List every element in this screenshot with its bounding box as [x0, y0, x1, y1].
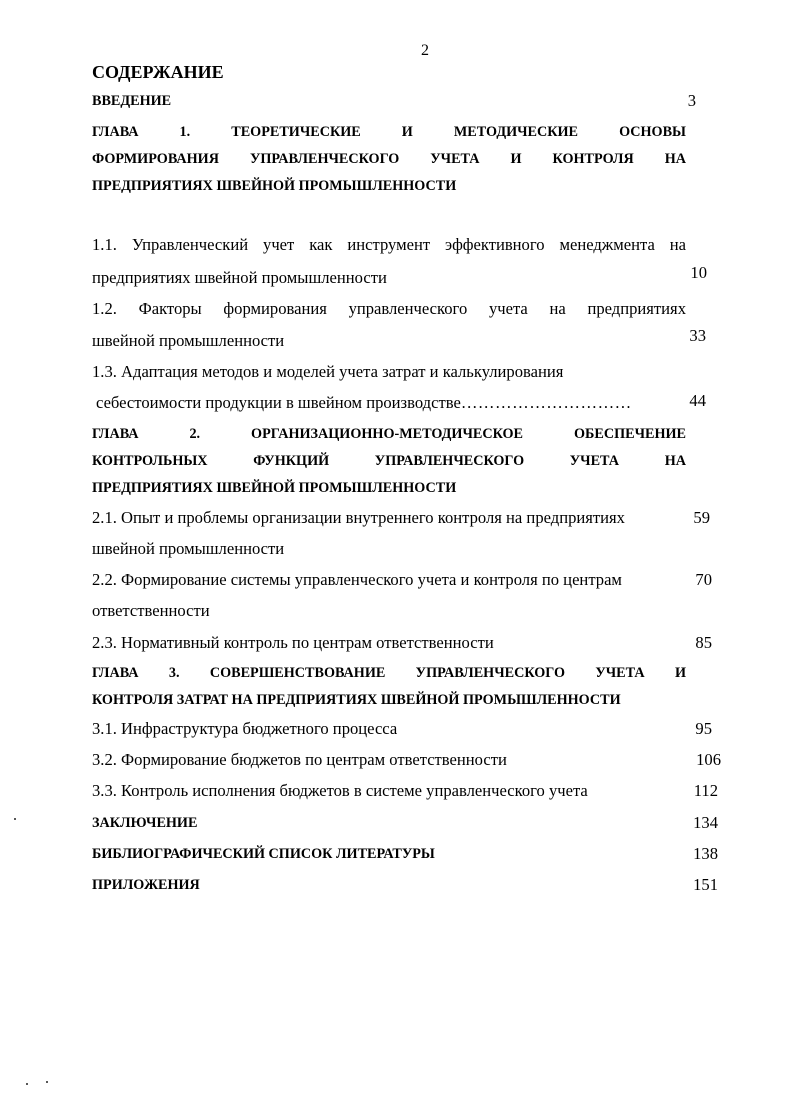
chapter-heading-line: ФОРМИРОВАНИЯ УПРАВЛЕНЧЕСКОГО УЧЕТА И КОНТРОЛЯ НА — [92, 151, 686, 167]
section-title-line: 1.3. Адаптация методов и моделей учета затрат и калькулирования — [92, 362, 564, 381]
section-page-number: 85 — [695, 633, 712, 652]
chapter-heading-line: ГЛАВА 2. ОРГАНИЗАЦИОННО-МЕТОДИЧЕСКОЕ ОБЕСПЕЧЕНИЕ — [92, 426, 686, 442]
toc-bibliography-page: 138 — [693, 844, 718, 863]
scan-speck — [46, 1081, 48, 1083]
toc-bibliography-label: БИБЛИОГРАФИЧЕСКИЙ СПИСОК ЛИТЕРАТУРЫ — [92, 846, 435, 862]
toc-intro-page: 3 — [687, 91, 696, 110]
scan-speck — [14, 818, 16, 820]
toc-conclusion-label: ЗАКЛЮЧЕНИЕ — [92, 815, 198, 831]
section-page-number: 95 — [695, 719, 712, 738]
section-title-line: 2.1. Опыт и проблемы организации внутреннего контроля на предприятиях — [92, 508, 625, 527]
section-page-number: 70 — [695, 570, 712, 589]
chapter-heading-line: КОНТРОЛЬНЫХ ФУНКЦИЙ УПРАВЛЕНЧЕСКОГО УЧЕТА НА — [92, 453, 686, 469]
section-page-number: 59 — [693, 508, 710, 527]
toc-appendices-label: ПРИЛОЖЕНИЯ — [92, 877, 200, 893]
scan-speck — [26, 1083, 28, 1085]
section-page-number: 10 — [690, 263, 707, 282]
section-page-number: 44 — [689, 391, 706, 410]
section-title-line: швейной промышленности — [92, 331, 285, 350]
chapter-heading-line: ПРЕДПРИЯТИЯХ ШВЕЙНОЙ ПРОМЫШЛЕННОСТИ — [92, 480, 457, 496]
section-title-line — [96, 388, 656, 418]
section-page-number: 106 — [696, 750, 721, 769]
chapter-heading-line: ГЛАВА 3. СОВЕРШЕНСТВОВАНИЕ УПРАВЛЕНЧЕСКОГО УЧЕТА И — [92, 665, 686, 681]
page-number: 2 — [421, 42, 429, 59]
section-title-line: 2.3. Нормативный контроль по центрам ответственности — [92, 633, 494, 652]
section-title-text: себестоимости продукции в швейном производстве — [96, 393, 461, 412]
toc-intro-label: ВВЕДЕНИЕ — [92, 93, 172, 109]
section-page-number: 112 — [693, 781, 718, 800]
section-title-line: швейной промышленности — [92, 539, 285, 558]
toc-conclusion-page: 134 — [693, 813, 718, 832]
chapter-heading-line: ПРЕДПРИЯТИЯХ ШВЕЙНОЙ ПРОМЫШЛЕННОСТИ — [92, 178, 457, 194]
leader-dots: ………………………… — [460, 393, 632, 412]
chapter-heading-line: ГЛАВА 1. ТЕОРЕТИЧЕСКИЕ И МЕТОДИЧЕСКИЕ ОСНОВЫ — [92, 124, 686, 140]
section-title-line: ответственности — [92, 601, 210, 620]
section-title-line: 1.2. Факторы формирования управленческого учета на предприятиях — [92, 299, 686, 318]
section-title-line: 1.1. Управленческий учет как инструмент эффективного менеджмента на — [92, 235, 686, 254]
chapter-heading-line: КОНТРОЛЯ ЗАТРАТ НА ПРЕДПРИЯТИЯХ ШВЕЙНОЙ ПРОМЫШЛЕННОСТИ — [92, 692, 621, 708]
section-page-number: 33 — [689, 326, 706, 345]
section-title-line: 2.2. Формирование системы управленческого учета и контроля по центрам — [92, 570, 622, 589]
section-title-line: 3.3. Контроль исполнения бюджетов в системе управленческого учета — [92, 781, 588, 800]
section-title-line: 3.1. Инфраструктура бюджетного процесса — [92, 719, 398, 738]
section-title-line: 3.2. Формирование бюджетов по центрам ответственности — [92, 750, 507, 769]
page-title: СОДЕРЖАНИЕ — [92, 62, 224, 82]
section-title-line: предприятиях швейной промышленности — [92, 268, 387, 287]
toc-appendices-page: 151 — [693, 875, 718, 894]
